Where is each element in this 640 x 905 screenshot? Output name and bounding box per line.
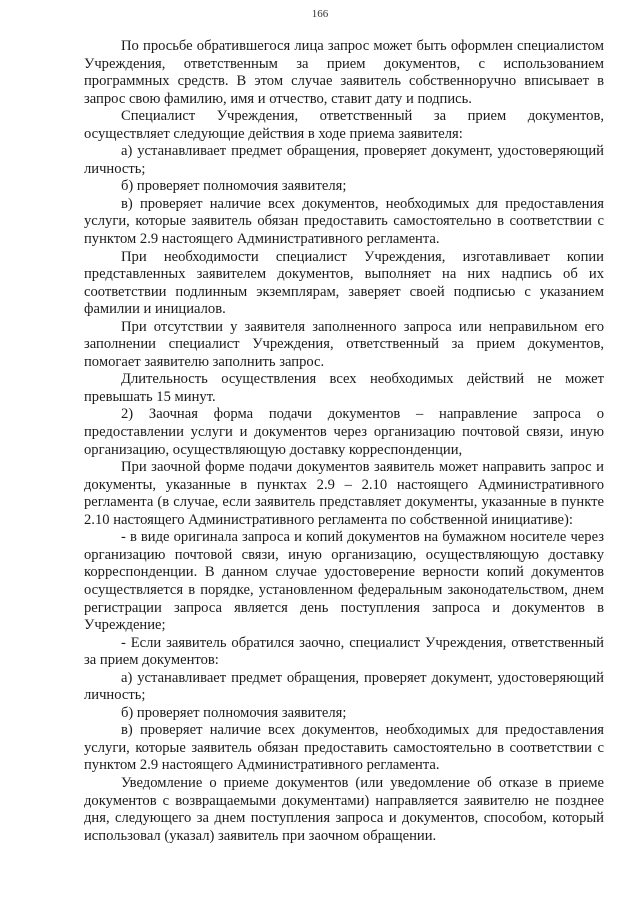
page-number: 166 — [311, 8, 329, 20]
paragraph-item-v: в) проверяет наличие всех документов, необходимых для предоставления услуги, которые заявитель обязан предоставить самостоятельно в соответствии с пунктом 2.9 настоящего Административного регламента. — [84, 195, 604, 248]
document-body — [84, 38, 604, 845]
paragraph-copies: При необходимости специалист Учреждения, изготавливает копии представленных заявителем документов, выполняет на них надпись об их соответствии подлинным экземплярам, заверяет своей подписью с указанием фамилии и инициалов. — [84, 248, 604, 318]
paragraph-item-a: а) устанавливает предмет обращения, проверяет документ, удостоверяющий личность; — [84, 143, 604, 177]
paragraph-remote-form: 2) Заочная форма подачи документов – направление запроса о предоставлении услуги и документов через организацию почтовой связи, иную организацию, осуществляющую доставку корреспонденции, — [84, 406, 604, 458]
paragraph-item-b: б) проверяет полномочия заявителя; — [121, 178, 347, 195]
paragraph-remote-submission: При заочной форме подачи документов заявитель может направить запрос и документы, указанные в пунктах 2.9 – 2.10 настоящего Административного регламента (в случае, если заявитель представляет документы, указанные в пункте 2.10 настоящего Административного регламента по собственной инициативе): — [84, 459, 604, 528]
paragraph-duration: Длительность осуществления всех необходимых действий не может превышать 15 минут. — [84, 371, 604, 405]
paragraph-remote-specialist: - Если заявитель обратился заочно, специалист Учреждения, ответственный за прием документов: — [84, 634, 604, 669]
paragraph-remote-item-v: в) проверяет наличие всех документов, необходимых для предоставления услуги, которые заявитель обязан предоставить самостоятельно в соответствии с пунктом 2.9 настоящего Административного регламента. — [84, 722, 604, 774]
paragraph-request-form: По просьбе обратившегося лица запрос может быть оформлен специалистом Учреждения, ответственным за прием документов, с использованием программных средств. В этом случае заявитель собственноручно вписывает в запрос свою фамилию, имя и отчество, ставит дату и подпись. — [84, 38, 604, 107]
paragraph-remote-item-b: б) проверяет полномочия заявителя; — [121, 704, 347, 721]
paragraph-remote-item-a: а) устанавливает предмет обращения, проверяет документ, удостоверяющий личность; — [84, 669, 604, 704]
paragraph-specialist-actions: Специалист Учреждения, ответственный за прием документов, осуществляет следующие действия в ходе приема заявителя: — [84, 108, 604, 142]
paragraph-missing-request: При отсутствии у заявителя заполненного запроса или неправильном его заполнении специалист Учреждения, ответственный за прием документов, помогает заявителю заполнить запрос. — [84, 318, 604, 370]
paragraph-notification: Уведомление о приеме документов (или уведомление об отказе в приеме документов с возвращаемыми документами) направляется заявителю не позднее дня, следующего за днем поступления запроса и документов, способом, который использовал (указал) заявитель при заочном обращении. — [84, 774, 604, 844]
paragraph-original-copies: - в виде оригинала запроса и копий документов на бумажном носителе через организацию почтовой связи, иную организацию, осуществляющую доставку корреспонденции. В данном случае удостоверение верности копий документов осуществляется в порядке, установленном федеральным законодательством, днем регистрации запроса является день поступления запроса и документов в Учреждение; — [84, 529, 604, 634]
